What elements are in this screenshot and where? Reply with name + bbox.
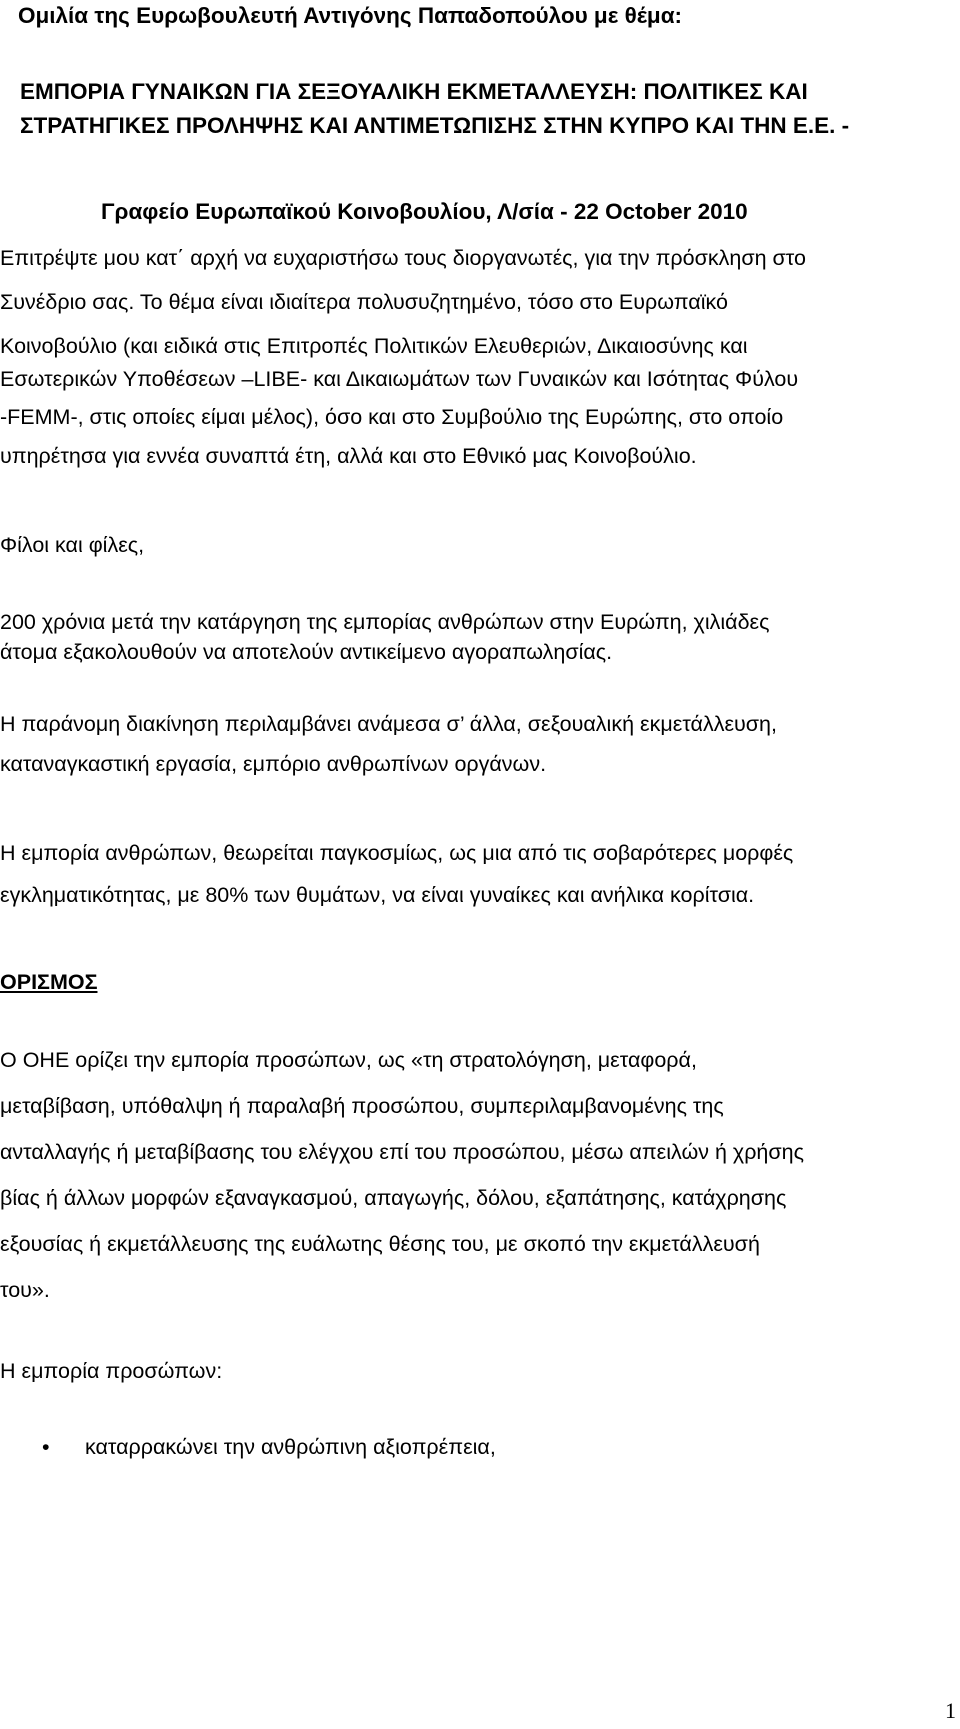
paragraph-2-line-2: άτομα εξακολουθούν να αποτελούν αντικείμενο αγοραπωλησίας. xyxy=(0,640,613,664)
greeting: Φίλοι και φίλες, xyxy=(0,533,145,557)
paragraph-5-line-2: μεταβίβαση, υπόθαλψη ή παραλαβή προσώπου, συμπεριλαμβανομένης της xyxy=(0,1094,724,1118)
paragraph-1-line-6: υπηρέτησα για εννέα συναπτά έτη, αλλά και στο Εθνικό μας Κοινοβούλιο. xyxy=(0,444,697,468)
venue-date-line: Γραφείο Ευρωπαϊκού Κοινοβουλίου, Λ/σία - 22 October 2010 xyxy=(101,199,748,224)
subject-line-2: ΣΤΡΑΤΗΓΙΚΕΣ ΠΡΟΛΗΨΗΣ ΚΑΙ ΑΝΤΙΜΕΤΩΠΙΣΗΣ ΣΤΗΝ ΚΥΠΡΟ ΚΑΙ ΤΗΝ Ε.Ε. - xyxy=(20,113,850,138)
page-number: 1 xyxy=(945,1698,956,1723)
paragraph-5-line-1: Ο ΟΗΕ ορίζει την εμπορία προσώπων, ως «τη στρατολόγηση, μεταφορά, xyxy=(0,1048,697,1072)
paragraph-1-line-3: Κοινοβούλιο (και ειδικά στις Επιτροπές Πολιτικών Ελευθεριών, Δικαιοσύνης και xyxy=(0,334,748,358)
paragraph-5-line-4: βίας ή άλλων μορφών εξαναγκασμού, απαγωγής, δόλου, εξαπάτησης, κατάχρησης xyxy=(0,1186,787,1210)
speech-title: Ομιλία της Ευρωβουλευτή Αντιγόνης Παπαδοπούλου με θέμα: xyxy=(18,3,683,28)
paragraph-5-line-6: του». xyxy=(0,1278,50,1302)
paragraph-1-line-2: Συνέδριο σας. Το θέμα είναι ιδιαίτερα πολυσυζητημένο, τόσο στο Ευρωπαϊκό xyxy=(0,290,728,314)
paragraph-4-line-2: εγκληματικότητας, με 80% των θυμάτων, να είναι γυναίκες και ανήλικα κορίτσια. xyxy=(0,883,755,907)
list-intro: Η εμπορία προσώπων: xyxy=(0,1359,223,1383)
list-item-text: καταρρακώνει την ανθρώπινη αξιοπρέπεια, xyxy=(85,1435,496,1459)
paragraph-4-line-1: Η εμπορία ανθρώπων, θεωρείται παγκοσμίως, ως μια από τις σοβαρότερες μορφές xyxy=(0,841,794,865)
definition-heading: ΟΡΙΣΜΟΣ xyxy=(0,970,98,994)
paragraph-5-line-3: ανταλλαγής ή μεταβίβασης του ελέγχου επί του προσώπου, μέσω απειλών ή χρήσης xyxy=(0,1140,804,1164)
paragraph-5-line-5: εξουσίας ή εκμετάλλευσης της ευάλωτης θέσης του, με σκοπό την εκμετάλλευσή xyxy=(0,1232,760,1256)
paragraph-3-line-1: Η παράνομη διακίνηση περιλαμβάνει ανάμεσα σ’ άλλα, σεξουαλική εκμετάλλευση, xyxy=(0,712,777,736)
subject-line-1: ΕΜΠΟΡΙΑ ΓΥΝΑΙΚΩΝ ΓΙΑ ΣΕΞΟΥΑΛΙΚΗ ΕΚΜΕΤΑΛΛΕΥΣΗ: ΠΟΛΙΤΙΚΕΣ ΚΑΙ xyxy=(20,79,808,104)
paragraph-1-line-1: Επιτρέψτε μου κατ΄ αρχή να ευχαριστήσω τους διοργανωτές, για την πρόσκληση στο xyxy=(0,246,806,270)
paragraph-3-line-2: καταναγκαστική εργασία, εμπόριο ανθρωπίνων οργάνων. xyxy=(0,752,547,776)
paragraph-1-line-5: -FEMM-, στις οποίες είμαι μέλος), όσο και στο Συμβούλιο της Ευρώπης, στο οποίο xyxy=(0,405,784,429)
bullet-icon: • xyxy=(42,1435,50,1459)
paragraph-1-line-4: Εσωτερικών Υποθέσεων –LIBE- και Δικαιωμάτων των Γυναικών και Ισότητας Φύλου xyxy=(0,367,799,391)
paragraph-2-line-1: 200 χρόνια μετά την κατάργηση της εμπορίας ανθρώπων στην Ευρώπη, χιλιάδες xyxy=(0,610,770,634)
